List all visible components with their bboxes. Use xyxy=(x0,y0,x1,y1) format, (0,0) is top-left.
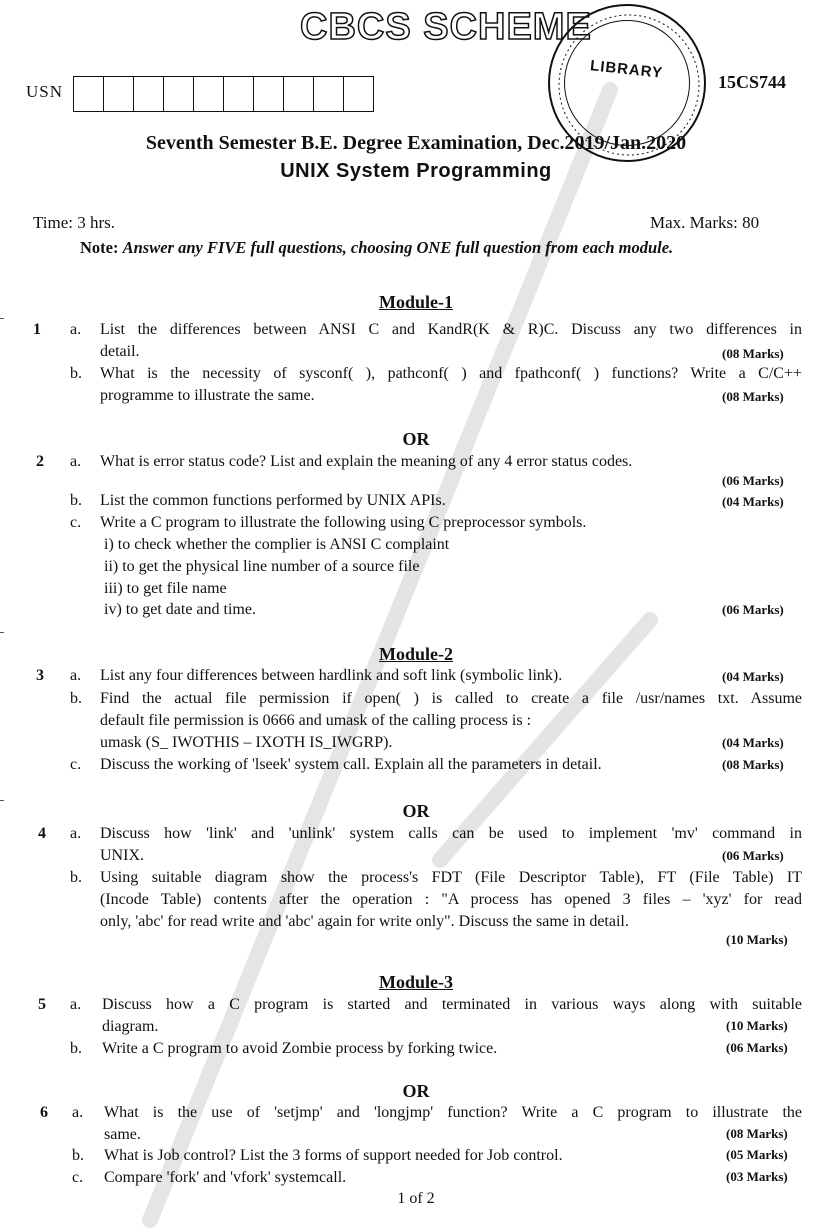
question-text: Discuss how a C program is started and terminated in various ways along with suitable xyxy=(102,996,802,1013)
page-number: 1 of 2 xyxy=(397,1190,435,1207)
marks-label: (06 Marks) xyxy=(726,1040,788,1055)
marks-label: (04 Marks) xyxy=(722,735,784,750)
question-text: Write a C program to illustrate the following using C preprocessor symbols. xyxy=(100,514,587,531)
subquestion-label: a. xyxy=(70,996,82,1013)
margin-mark xyxy=(0,318,4,319)
subject-title: UNIX System Programming xyxy=(280,160,552,182)
question-text: only, 'abc' for read write and 'abc' again for write only". Discuss the same in detail. xyxy=(100,913,629,930)
marks-label: (08 Marks) xyxy=(722,346,784,361)
marks-label: (03 Marks) xyxy=(726,1169,788,1184)
question-text: default file permission is 0666 and umask of the calling process is : xyxy=(100,712,532,729)
margin-mark xyxy=(0,800,4,801)
usn-box xyxy=(224,77,254,111)
subquestion-label: c. xyxy=(72,1169,84,1186)
question-text: same. xyxy=(104,1126,141,1143)
question-text: Write a C program to avoid Zombie process by forking twice. xyxy=(102,1040,498,1057)
question-text: Compare 'fork' and 'vfork' systemcall. xyxy=(104,1169,347,1186)
exam-duration: Time: 3 hrs. xyxy=(33,213,116,232)
question-text: diagram. xyxy=(102,1018,159,1035)
marks-label: (08 Marks) xyxy=(722,757,784,772)
usn-box xyxy=(314,77,344,111)
subquestion-label: b. xyxy=(70,365,82,382)
note-label: Note: xyxy=(80,238,119,257)
subquestion-label: b. xyxy=(70,869,82,886)
marks-label: (04 Marks) xyxy=(722,494,784,509)
question-number: 1 xyxy=(33,321,41,338)
question-text: Discuss the working of 'lseek' system call. Explain all the parameters in detail. xyxy=(100,756,602,773)
question-text: Using suitable diagram show the process's FDT (File Descriptor Table), FT (File Table) IT xyxy=(100,869,802,886)
question-number: 6 xyxy=(40,1104,48,1121)
subquestion-label: a. xyxy=(70,453,82,470)
usn-box xyxy=(74,77,104,111)
usn-box xyxy=(194,77,224,111)
usn-box xyxy=(284,77,314,111)
usn-box xyxy=(134,77,164,111)
question-text: Find the actual file permission if open( ) is called to create a file /usr/names txt. Assume xyxy=(100,690,802,707)
usn-box xyxy=(254,77,284,111)
subquestion-label: b. xyxy=(72,1147,84,1164)
marks-label: (05 Marks) xyxy=(726,1147,788,1162)
or-separator: OR xyxy=(402,801,430,821)
usn-box xyxy=(344,77,374,111)
marks-label: (06 Marks) xyxy=(722,602,784,617)
question-text: What is the necessity of sysconf( ), pathconf( ) and fpathconf( ) functions? Write a C/C++ xyxy=(100,365,802,382)
question-text: List any four differences between hardlink and soft link (symbolic link). xyxy=(100,667,563,684)
marks-label: (06 Marks) xyxy=(722,473,784,488)
instructions-note xyxy=(80,238,673,258)
question-text: (Incode Table) contents after the operation : "A process has opened 3 files – 'xyz' for read xyxy=(100,891,802,908)
question-number: 3 xyxy=(36,667,44,684)
note-text: Answer any FIVE full questions, choosing ONE full question from each module. xyxy=(122,238,674,257)
or-separator: OR xyxy=(402,1081,430,1101)
marks-label: (08 Marks) xyxy=(722,389,784,404)
scheme-banner: CBCS SCHEME xyxy=(300,6,592,48)
subquestion-label: b. xyxy=(70,1040,82,1057)
question-subitem: iii) to get file name xyxy=(104,580,227,597)
module-3-heading: Module-3 xyxy=(379,972,453,992)
question-text: List the differences between ANSI C and KandR(K & R)C. Discuss any two differences in xyxy=(100,321,802,338)
subquestion-label: a. xyxy=(70,667,82,684)
module-2-heading: Module-2 xyxy=(379,644,453,664)
question-text: List the common functions performed by UNIX APIs. xyxy=(100,492,446,509)
subquestion-label: c. xyxy=(70,756,82,773)
marks-label: (04 Marks) xyxy=(722,669,784,684)
question-subitem: iv) to get date and time. xyxy=(104,601,256,618)
usn-box xyxy=(104,77,134,111)
subquestion-label: c. xyxy=(70,514,82,531)
subquestion-label: a. xyxy=(70,825,82,842)
marks-label: (06 Marks) xyxy=(722,848,784,863)
subquestion-label: b. xyxy=(70,690,82,707)
question-text: Discuss how 'link' and 'unlink' system calls can be used to implement 'mv' command in xyxy=(100,825,802,842)
subject-code: 15CS744 xyxy=(718,72,787,92)
question-number: 4 xyxy=(38,825,46,842)
question-text: programme to illustrate the same. xyxy=(100,387,315,404)
subquestion-label: a. xyxy=(70,321,82,338)
question-text: What is Job control? List the 3 forms of support needed for Job control. xyxy=(104,1147,563,1164)
margin-mark xyxy=(0,632,4,633)
question-number: 5 xyxy=(38,996,46,1013)
usn-label: USN xyxy=(26,82,64,101)
marks-label: (10 Marks) xyxy=(726,932,788,947)
question-text: What is the use of 'setjmp' and 'longjmp' function? Write a C program to illustrate the xyxy=(104,1104,802,1121)
stamp-label: LIBRARY xyxy=(589,57,664,82)
question-number: 2 xyxy=(36,453,44,470)
stamp-inner-ring xyxy=(564,20,690,146)
question-text: umask (S_ IWOTHIS – IXOTH IS_IWGRP). xyxy=(100,734,393,751)
marks-label: (08 Marks) xyxy=(726,1126,788,1141)
or-separator: OR xyxy=(402,429,430,449)
question-subitem: i) to check whether the complier is ANSI C complaint xyxy=(104,536,450,553)
question-text: UNIX. xyxy=(100,847,144,864)
question-text: What is error status code? List and explain the meaning of any 4 error status codes. xyxy=(100,453,633,470)
usn-box-row xyxy=(73,76,374,112)
subquestion-label: a. xyxy=(72,1104,84,1121)
question-subitem: ii) to get the physical line number of a source file xyxy=(104,558,420,575)
subquestion-label: b. xyxy=(70,492,82,509)
marks-label: (10 Marks) xyxy=(726,1018,788,1033)
exam-title: Seventh Semester B.E. Degree Examination, Dec.2019/Jan.2020 xyxy=(145,132,687,154)
usn-box xyxy=(164,77,194,111)
max-marks: Max. Marks: 80 xyxy=(650,213,760,232)
question-text: detail. xyxy=(100,343,140,360)
module-1-heading: Module-1 xyxy=(379,292,453,312)
